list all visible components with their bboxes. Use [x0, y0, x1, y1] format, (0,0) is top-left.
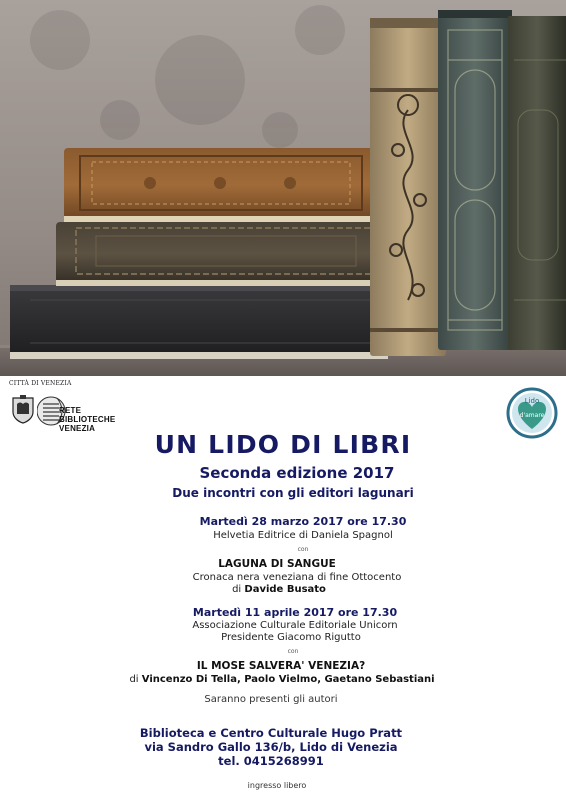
event-2-authors: Vincenzo Di Tella, Paolo Vielmo, Gaetano Sebastiani — [141, 674, 435, 685]
event-1-with: con — [297, 546, 309, 553]
event-2-book-title: IL MOSE SALVERA' VENEZIA? — [196, 660, 366, 672]
venice-crest-icon — [11, 394, 35, 424]
event-1-author-prefix: di — [232, 584, 242, 595]
venue-name: Biblioteca e Centro Culturale Hugo Pratt — [139, 726, 403, 740]
venue-address: via Sandro Gallo 136/b, Lido di Venezia — [144, 740, 398, 754]
badge-line-2: d'amare — [519, 412, 545, 419]
event-1-authors-line — [0, 584, 562, 595]
poster-title: UN LIDO DI LIBRI — [154, 430, 412, 459]
event-1-publisher: Helvetia Editrice di Daniela Spagnol — [213, 530, 393, 541]
event-1-book-title: LAGUNA DI SANGUE — [218, 558, 336, 570]
event-2-author-prefix: di — [129, 674, 139, 685]
network-line-1: RETE — [59, 406, 82, 415]
rete-biblioteche-label — [59, 406, 115, 433]
event-2-with: con — [287, 648, 299, 655]
event-1-date: Martedì 28 marzo 2017 ore 17.30 — [199, 515, 407, 528]
edition-line: Seconda edizione 2017 — [199, 464, 395, 482]
event-2-date: Martedì 11 aprile 2017 ore 17.30 — [192, 606, 398, 619]
books-illustration — [0, 0, 566, 376]
venue-phone: tel. 0415268991 — [218, 754, 324, 768]
free-entry-note: ingresso libero — [247, 781, 307, 790]
event-2-publisher-line-1: Associazione Culturale Editoriale Unicorn — [192, 620, 398, 631]
books-photo — [0, 0, 566, 376]
network-line-2: BIBLIOTECHE — [59, 415, 116, 424]
event-1-authors: Davide Busato — [244, 584, 326, 595]
authors-present-note: Saranno presenti gli autori — [204, 694, 338, 705]
badge-line-1: Lido — [524, 397, 540, 405]
event-1-book-subtitle: Cronaca nera veneziana di fine Ottocento — [192, 572, 402, 583]
city-of-venice-label: CITTÀ DI VENEZIA — [9, 380, 72, 387]
network-line-3: VENEZIA — [59, 424, 96, 433]
event-2-publisher-line-2: Presidente Giacomo Rigutto — [221, 632, 361, 643]
subtitle-line: Due incontri con gli editori lagunari — [172, 486, 414, 500]
event-2-authors-line — [0, 674, 565, 685]
